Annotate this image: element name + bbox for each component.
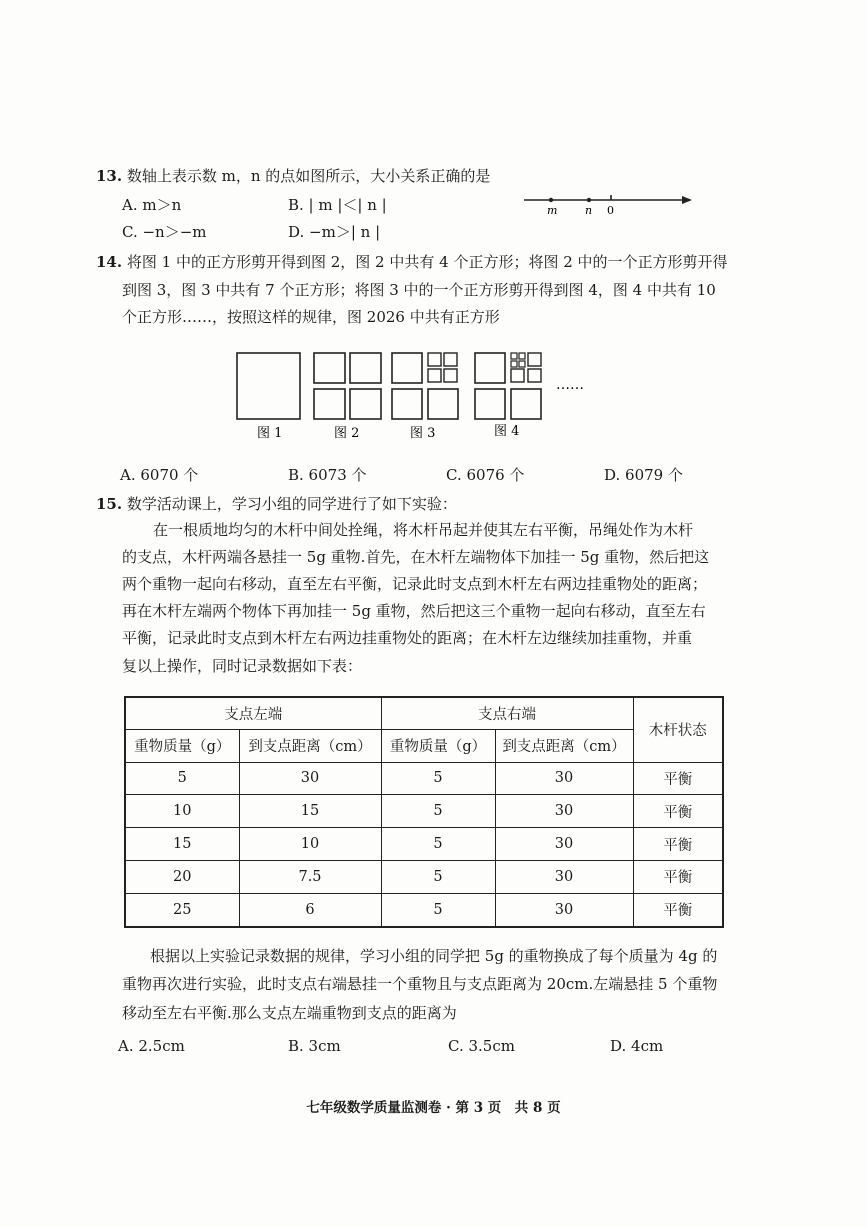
fig3-label: 图 3 — [410, 426, 436, 441]
q14-option-b: B. 6073 个 — [288, 466, 367, 484]
cell-state: 平衡 — [633, 762, 723, 795]
cell-right-distance: 30 — [495, 861, 633, 894]
q14-option-d: D. 6079 个 — [604, 466, 683, 484]
cell-left-distance: 15 — [239, 795, 381, 828]
label-zero: 0 — [607, 204, 614, 217]
q14-line-1 — [96, 252, 728, 272]
q15-number: 15. — [96, 495, 123, 513]
fig4-square-1 — [475, 353, 505, 383]
table-row — [125, 861, 723, 894]
cell-left-distance: 7.5 — [239, 861, 381, 894]
q13-number: 13. — [96, 167, 123, 185]
q13-option-a: A. m＞n — [122, 196, 182, 214]
fig3-small-1 — [428, 353, 441, 366]
q14-option-c: C. 6076 个 — [446, 466, 525, 484]
table-row — [125, 762, 723, 795]
q14-line-3: 个正方形……，按照这样的规律，图 2026 中共有正方形 — [122, 308, 500, 326]
q15-intro — [96, 494, 457, 514]
fig4-small-4 — [528, 369, 541, 382]
fig1-square — [237, 353, 300, 419]
q15-para1-line-1: 在一根质地均匀的木杆中间处拴绳，将木杆吊起并使其左右平衡，吊绳处作为木杆 — [153, 521, 694, 539]
q15-para2-line-2: 重物再次进行实验，此时支点右端悬挂一个重物且与支点距离为 20cm.左端悬挂 5 个重物 — [122, 975, 718, 993]
header-right-distance: 到支点距离（cm） — [495, 729, 633, 762]
cell-left-mass: 10 — [125, 795, 239, 828]
fig4-tiny-3 — [511, 361, 517, 367]
cell-left-mass: 5 — [125, 762, 239, 795]
fig4-tiny-2 — [519, 353, 525, 359]
cell-right-mass: 5 — [381, 795, 495, 828]
cell-right-mass: 5 — [381, 828, 495, 861]
table-row — [125, 795, 723, 828]
header-state: 木杆状态 — [633, 697, 723, 762]
cell-left-distance: 6 — [239, 893, 381, 927]
q15-option-c: C. 3.5cm — [448, 1037, 515, 1055]
cell-right-mass: 5 — [381, 893, 495, 927]
cell-right-distance: 30 — [495, 828, 633, 861]
q14-line-2: 到图 3，图 3 中共有 7 个正方形；将图 3 中的一个正方形剪开得到图 4，图 4 中共有 10 — [122, 281, 716, 299]
fig3-small-4 — [444, 369, 457, 382]
q13-option-b: B. | m |＜| n | — [288, 196, 387, 214]
fig4-tiny-1 — [511, 353, 517, 359]
fig4-square-3 — [511, 389, 541, 419]
axis-arrow — [682, 196, 692, 204]
cell-left-mass: 15 — [125, 828, 239, 861]
q13-text: 数轴上表示数 m，n 的点如图所示，大小关系正确的是 — [126, 167, 491, 185]
cell-state: 平衡 — [633, 795, 723, 828]
q13-stem — [96, 166, 490, 186]
q14-option-a: A. 6070 个 — [120, 466, 199, 484]
header-left-side: 支点左端 — [125, 697, 381, 729]
cell-right-distance: 30 — [495, 795, 633, 828]
fig2-square-2 — [350, 353, 381, 383]
label-m: m — [547, 204, 558, 217]
q15-intro-text: 数学活动课上，学习小组的同学进行了如下实验： — [126, 495, 457, 513]
q13-number-line — [520, 190, 700, 220]
fig4-square-2 — [475, 389, 505, 419]
q15-para1-line-3: 两个重物一起向右移动，直至左右平衡，记录此时支点到木杆左右两边挂重物处的距离； — [122, 575, 708, 593]
fig4-tiny-4 — [519, 361, 525, 367]
fig3-square-1 — [392, 353, 422, 383]
q15-para1-line-4: 再在木杆左端两个物体下再加挂一 5g 重物，然后把这三个重物一起向右移动，直至左右 — [122, 602, 706, 620]
cell-left-mass: 25 — [125, 893, 239, 927]
fig3-square-3 — [428, 389, 458, 419]
q15-option-d: D. 4cm — [610, 1037, 664, 1055]
table-group-header-row — [125, 697, 723, 729]
q14-number: 14. — [96, 253, 123, 271]
header-left-distance: 到支点距离（cm） — [239, 729, 381, 762]
fig4-label: 图 4 — [494, 424, 520, 439]
q15-para2-line-1: 根据以上实验记录数据的规律，学习小组的同学把 5g 的重物换成了每个质量为 4g 的 — [150, 947, 718, 965]
label-n: n — [585, 204, 593, 217]
q14-text-1: 将图 1 中的正方形剪开得到图 2，图 2 中共有 4 个正方形；将图 2 中的一个正方形剪开得 — [126, 253, 728, 271]
q15-para1-line-2: 的支点，木杆两端各悬挂一 5g 重物.首先，在木杆左端物体下加挂一 5g 重物，然后把这 — [122, 548, 710, 566]
header-right-side: 支点右端 — [381, 697, 633, 729]
fig1-label: 图 1 — [257, 426, 283, 441]
q15-para2-line-3: 移动至左右平衡.那么支点左端重物到支点的距离为 — [122, 1004, 457, 1022]
point-n — [587, 198, 591, 202]
figures-ellipsis: …… — [556, 377, 584, 393]
header-left-mass: 重物质量（g） — [125, 729, 239, 762]
cell-state: 平衡 — [633, 828, 723, 861]
fig3-small-2 — [444, 353, 457, 366]
fig2-square-1 — [314, 353, 345, 383]
cell-right-mass: 5 — [381, 861, 495, 894]
cell-state: 平衡 — [633, 893, 723, 927]
fig3-square-2 — [392, 389, 422, 419]
cell-right-distance: 30 — [495, 762, 633, 795]
experiment-table — [124, 696, 724, 928]
cell-right-distance: 30 — [495, 893, 633, 927]
q15-para1-line-5: 平衡，记录此时支点到木杆左右两边挂重物处的距离；在木杆左边继续加挂重物，并重 — [122, 629, 693, 647]
cell-state: 平衡 — [633, 861, 723, 894]
page-footer: 七年级数学质量监测卷 · 第 3 页 共 8 页 — [306, 1100, 561, 1116]
q15-para1-line-6: 复以上操作，同时记录数据如下表： — [122, 657, 363, 675]
q13-option-d: D. −m＞| n | — [288, 223, 381, 241]
header-right-mass: 重物质量（g） — [381, 729, 495, 762]
table-row — [125, 893, 723, 927]
cell-right-mass: 5 — [381, 762, 495, 795]
q14-figures — [230, 345, 610, 445]
cell-left-distance: 30 — [239, 762, 381, 795]
cell-left-mass: 20 — [125, 861, 239, 894]
q13-option-c: C. −n＞−m — [122, 223, 207, 241]
fig2-label: 图 2 — [334, 426, 360, 441]
table-row — [125, 828, 723, 861]
cell-left-distance: 10 — [239, 828, 381, 861]
fig4-small-2 — [528, 353, 541, 366]
q15-option-b: B. 3cm — [288, 1037, 341, 1055]
fig3-small-3 — [428, 369, 441, 382]
fig4-small-3 — [511, 369, 524, 382]
fig2-square-4 — [350, 389, 381, 419]
q15-option-a: A. 2.5cm — [118, 1037, 185, 1055]
point-m — [549, 198, 553, 202]
fig2-square-3 — [314, 389, 345, 419]
